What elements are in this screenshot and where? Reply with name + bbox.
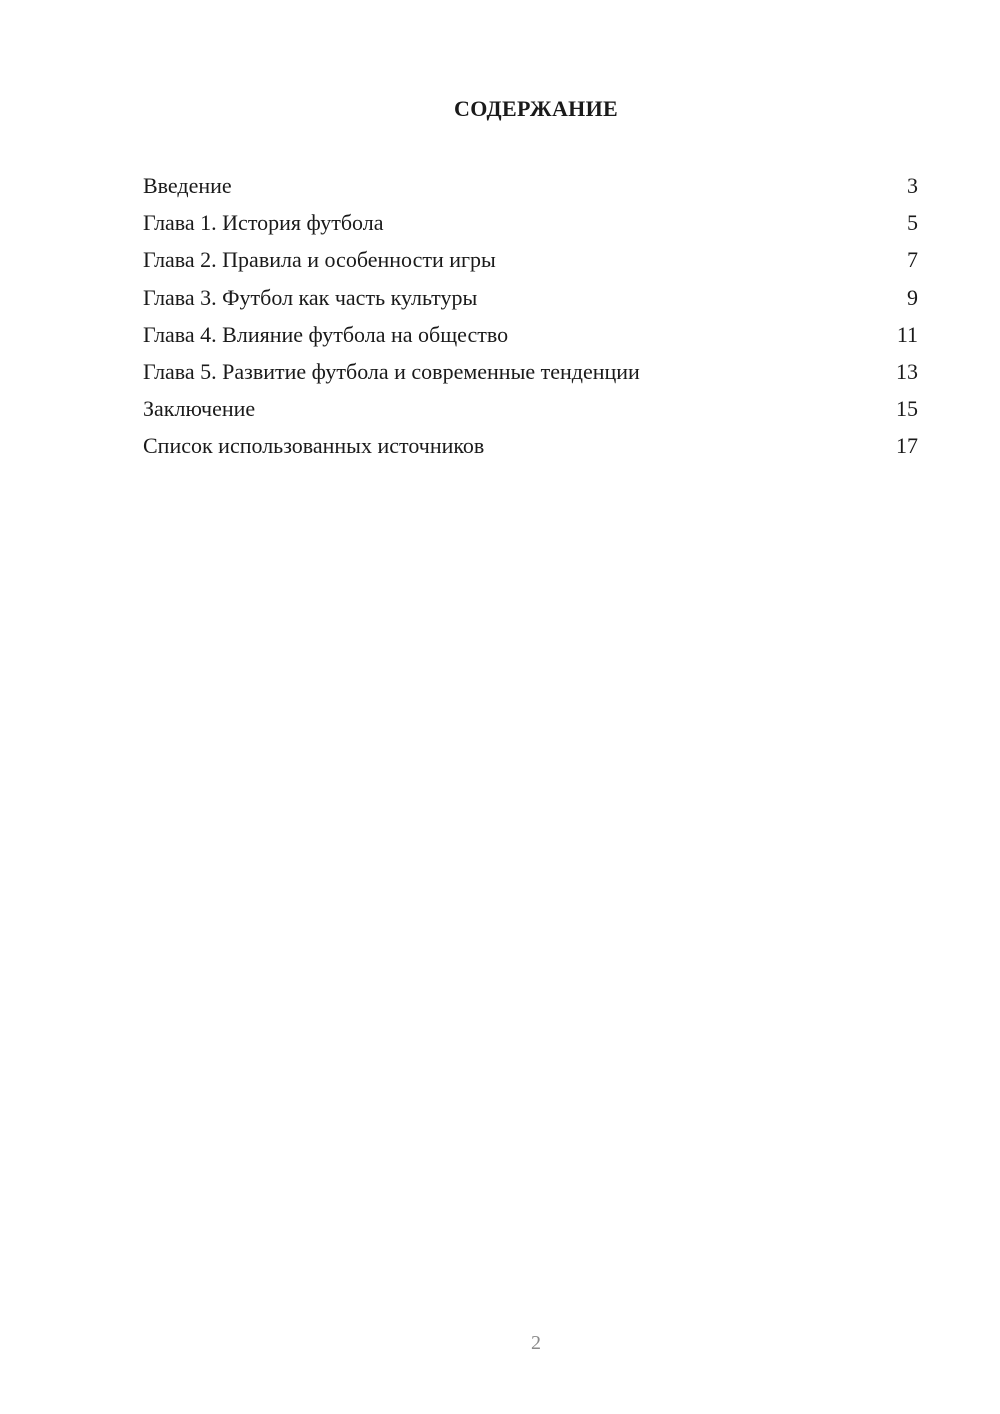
toc-entry-label: Глава 4. Влияние футбола на общество: [143, 321, 509, 347]
toc-entry-label: Введение: [143, 173, 232, 198]
toc-entry-page: 9: [907, 284, 918, 310]
toc-entry: [143, 353, 918, 390]
toc-entry: [143, 279, 918, 316]
toc-entry-page: 17: [896, 433, 918, 459]
toc-entry-label: Глава 2. Правила и особенности игры: [143, 247, 496, 273]
toc-entry-label: Заключение: [143, 396, 256, 422]
toc-entry-page: 13: [896, 358, 918, 384]
toc-entry-label: Глава 5. Развитие футбола и современные тенденции: [143, 358, 640, 384]
toc-entry-label: Список использованных источников: [143, 433, 485, 459]
toc-entry-page: 7: [907, 247, 918, 273]
toc-entry: [143, 390, 918, 427]
table-of-contents: [143, 167, 918, 465]
toc-title: СОДЕРЖАНИЕ: [454, 96, 618, 121]
toc-entry-label: Глава 3. Футбол как часть культуры: [143, 284, 478, 310]
toc-entry: [143, 316, 918, 353]
toc-entry-page: 11: [896, 321, 918, 347]
toc-entry: [143, 167, 918, 204]
toc-entry-page: 3: [907, 173, 918, 198]
toc-entry-page: 5: [907, 210, 918, 236]
toc-entry-page: 15: [896, 396, 918, 422]
toc-entry: [143, 204, 918, 241]
toc-entry: [143, 241, 918, 278]
page-number: 2: [531, 1332, 541, 1354]
toc-entry: [143, 427, 918, 464]
toc-entry-label: Глава 1. История футбола: [143, 210, 384, 236]
